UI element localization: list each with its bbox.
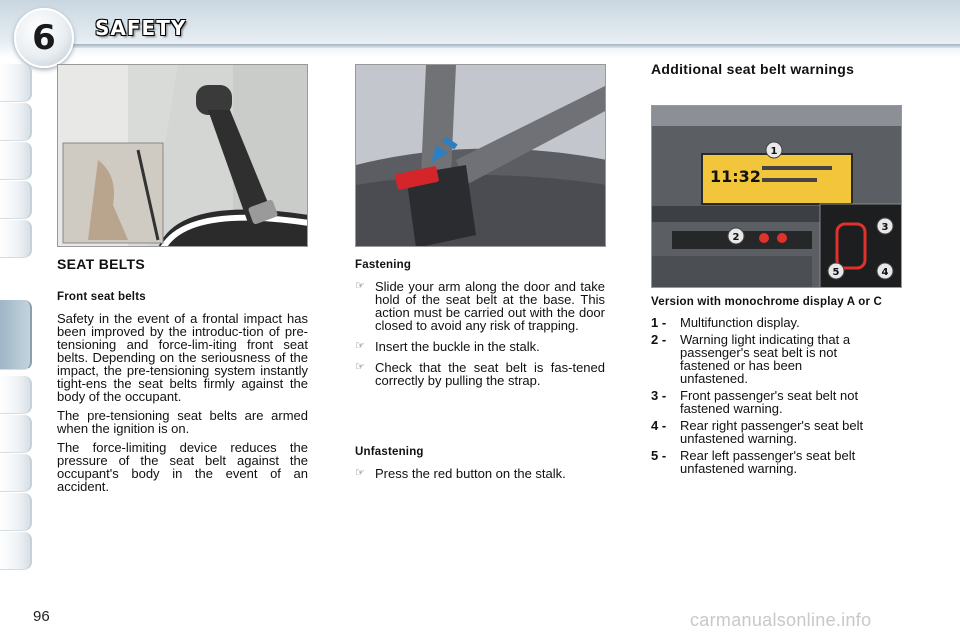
chapter-tab-10[interactable]: [0, 493, 32, 531]
unfastening-step-1-text: Press the red button on the stalk.: [375, 466, 566, 481]
pointing-hand-icon: ☞: [355, 467, 365, 479]
chapter-tab-11[interactable]: [0, 532, 32, 570]
chapter-tab-9[interactable]: [0, 454, 32, 492]
warning-item-5-text: Rear left passenger's seat belt unfastened warning.: [680, 448, 856, 476]
watermark: carmanualsonline.info: [690, 610, 872, 630]
additional-warnings-title-block: [651, 63, 903, 76]
chapter-title: SAFETY: [95, 16, 187, 40]
marker-5-label: 5: [832, 267, 840, 278]
header-divider: [70, 44, 960, 48]
marker-1-label: 1: [770, 146, 778, 157]
buckle-fastening-photo: [355, 64, 606, 247]
warning-item-3-label: 3 -: [651, 388, 667, 403]
fastening-step-3-text: Check that the seat belt is fas-tened correctly by pulling the strap.: [375, 360, 605, 388]
chapter-tab-4[interactable]: [0, 181, 32, 219]
fastening-step-1: [355, 280, 605, 332]
instrument-display-photo: [651, 105, 902, 288]
chapter-tab-1[interactable]: [0, 64, 32, 102]
force-limiting-paragraph: The force-limiting device reduces the pressure of the seat belt against the occupant's body in the event of an accident.: [57, 440, 308, 494]
fastening-step-1-text: Slide your arm along the door and take hold of the seat belt at the base. This action must be carried out with the door closed to avoid any risk of trapping.: [375, 279, 605, 333]
seat-belts-heading: SEAT BELTS: [57, 256, 146, 272]
fastening-step-2: [355, 340, 605, 353]
ignition-paragraph: The pre-tensioning seat belts are armed when the ignition is on.: [57, 408, 308, 436]
page-number: 96: [33, 608, 50, 625]
warning-item-4-label: 4 -: [651, 418, 667, 433]
unfastening-section: [355, 446, 605, 480]
warning-item-3-text: Front passenger's seat belt not fastened warning.: [680, 388, 859, 416]
warning-item-4-text: Rear right passenger's seat belt unfastened warning.: [680, 418, 864, 446]
chapter-badge: [14, 8, 74, 68]
unfastening-step-1: [355, 467, 605, 480]
additional-warnings-heading: Additional seat belt warnings: [651, 61, 855, 77]
front-seat-belts-heading: Front seat belts: [57, 291, 146, 303]
chapter-tab-7[interactable]: [0, 376, 32, 414]
pointing-hand-icon: ☞: [355, 280, 365, 292]
display-clock: 11:32: [710, 167, 761, 186]
warning-item-5: [651, 449, 907, 475]
fastening-step-2-text: Insert the buckle in the stalk.: [375, 339, 540, 354]
marker-2-label: 2: [732, 232, 740, 243]
front-seat-belt-illustration: [58, 65, 308, 247]
fastening-section: [355, 259, 605, 387]
chapter-tabs: [0, 64, 34, 576]
chapter-number: 6: [32, 18, 56, 58]
marker-3-label: 3: [881, 222, 889, 233]
warning-item-1-text: Multifunction display.: [680, 315, 800, 330]
seat-belts-section: [57, 258, 308, 493]
chapter-tab-3[interactable]: [0, 142, 32, 180]
chapter-tab-6-active[interactable]: [0, 300, 32, 370]
additional-warnings-list: [651, 296, 907, 475]
warning-item-3: [651, 389, 907, 415]
warning-item-1-label: 1 -: [651, 315, 667, 330]
warning-item-4: [651, 419, 907, 445]
version-heading: Version with monochrome display A or C: [651, 296, 883, 308]
chapter-tab-2[interactable]: [0, 103, 32, 141]
warning-item-2-label: 2 -: [651, 332, 667, 347]
warning-item-5-label: 5 -: [651, 448, 667, 463]
chapter-tab-5[interactable]: [0, 220, 32, 258]
marker-4-label: 4: [881, 267, 889, 278]
buckle-illustration: [356, 65, 606, 247]
fastening-step-3: [355, 361, 605, 387]
chapter-tab-8[interactable]: [0, 415, 32, 453]
front-seat-belt-photo: [57, 64, 308, 247]
pointing-hand-icon: ☞: [355, 340, 365, 352]
pretensioning-paragraph: Safety in the event of a frontal impact has been improved by the introduc-tion of pre-tensioning and force-lim-iting front seat belts. Depending on the seriousness of the impact, the pre-tensioning system instantly tight-ens the seat belts firmly against the body of the occupant.: [57, 311, 308, 404]
warning-item-1: [651, 316, 907, 329]
warning-item-2-text: Warning light indicating that a passenger's seat belt is not fastened or has been unfastened.: [680, 332, 851, 386]
unfastening-heading: Unfastening: [355, 446, 424, 458]
warning-item-2: [651, 333, 861, 385]
pointing-hand-icon: ☞: [355, 361, 365, 373]
dashboard-display-illustration: [652, 106, 902, 288]
fastening-heading: Fastening: [355, 259, 412, 271]
